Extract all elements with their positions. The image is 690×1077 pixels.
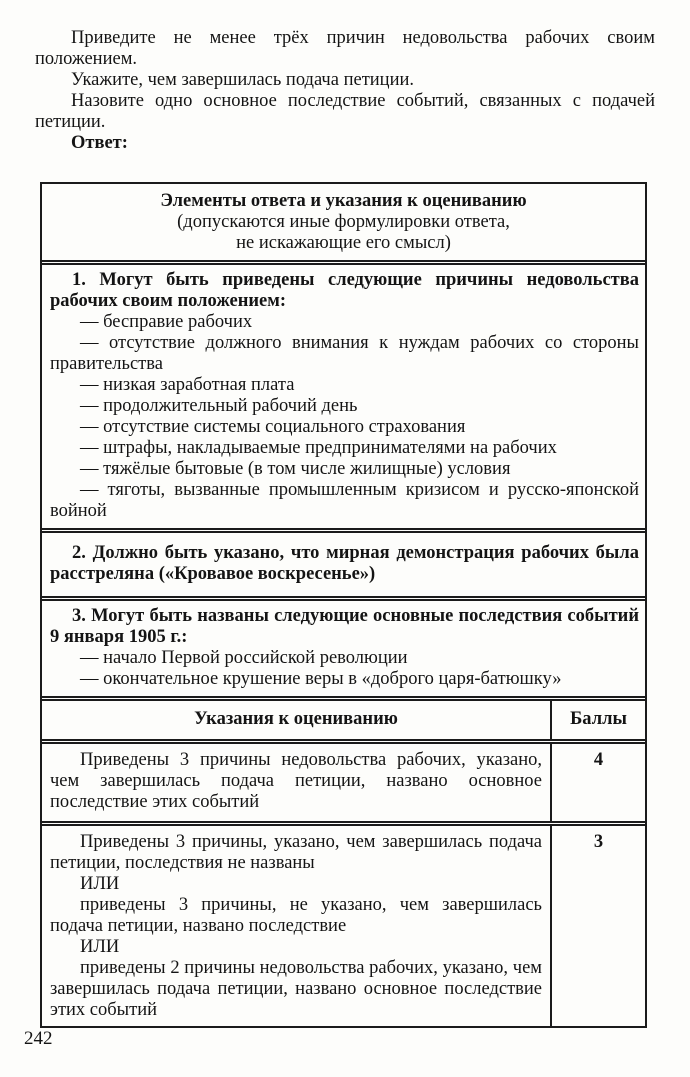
task-paragraph: Назовите одно основное последствие событий, связанных с подачей петиции. <box>35 91 655 132</box>
answer-elements-table <box>40 182 647 1028</box>
answer-section-2 <box>42 528 645 596</box>
criteria-paragraph: приведены 2 причины недовольства рабочих, указано, чем завершилась подача петиции, названо основное последствие этих событий <box>50 958 542 1020</box>
scoring-points-header: Баллы <box>550 701 645 739</box>
scoring-points-value: 4 <box>550 744 645 821</box>
task-paragraph: Укажите, чем завершилась подача петиции. <box>71 70 414 90</box>
task-intro <box>35 28 655 154</box>
page-number: 242 <box>24 1028 53 1049</box>
list-item: — окончательное крушение веры в «доброго царя-батюшку» <box>80 669 562 689</box>
scoring-points-value: 3 <box>550 826 645 1026</box>
list-item: — низкая заработная плата <box>80 375 295 395</box>
list-item: — отсутствие системы социального страхования <box>80 417 466 437</box>
scoring-header-row <box>42 696 645 739</box>
answer-section-1 <box>42 260 645 528</box>
answer-label: Ответ: <box>71 133 128 153</box>
or-separator: ИЛИ <box>80 937 120 957</box>
list-item: — бесправие рабочих <box>80 312 253 332</box>
table-note-line: (допускаются иные формулировки ответа, <box>177 212 510 232</box>
task-paragraph: Приведите не менее трёх причин недовольства рабочих своим положением. <box>35 28 655 69</box>
section-heading: 3. Могут быть названы следующие основные последствия событий 9 января 1905 г.: <box>50 606 639 647</box>
scoring-row-3 <box>42 821 645 1026</box>
list-item: — тяжёлые бытовые (в том числе жилищные) условия <box>80 459 511 479</box>
list-item: — штрафы, накладываемые предпринимателями на рабочих <box>80 438 557 458</box>
answer-section-3 <box>42 596 645 696</box>
or-separator: ИЛИ <box>80 874 120 894</box>
list-item: — начало Первой российской революции <box>80 648 408 668</box>
criteria-paragraph: Приведены 3 причины, указано, чем завершилась подача петиции, последствия не названы <box>50 832 542 873</box>
list-item: — отсутствие должного внимания к нуждам рабочих со стороны правительства <box>50 333 639 374</box>
section-heading: 2. Должно быть указано, что мирная демонстрация рабочих была расстреляна («Кровавое воскресенье») <box>50 543 639 584</box>
scoring-criteria-header: Указания к оцениванию <box>194 709 398 729</box>
table-note-line: не искажающие его смысл) <box>236 233 451 253</box>
scoring-criteria-cell <box>42 826 550 1026</box>
table-title: Элементы ответа и указания к оцениванию <box>160 191 527 211</box>
criteria-paragraph: приведены 3 причины, не указано, чем завершилась подача петиции, названо последствие <box>50 895 542 936</box>
criteria-paragraph: Приведены 3 причины недовольства рабочих, указано, чем завершилась подача петиции, названо основное последствие этих событий <box>50 750 542 812</box>
table-header-row <box>42 184 645 260</box>
list-item: — тяготы, вызванные промышленным кризисом и русско-японской войной <box>50 480 639 521</box>
scoring-row-4 <box>42 739 645 821</box>
section-heading: 1. Могут быть приведены следующие причины недовольства рабочих своим положением: <box>50 270 639 311</box>
list-item: — продолжительный рабочий день <box>80 396 358 416</box>
scoring-criteria-cell <box>42 744 550 821</box>
